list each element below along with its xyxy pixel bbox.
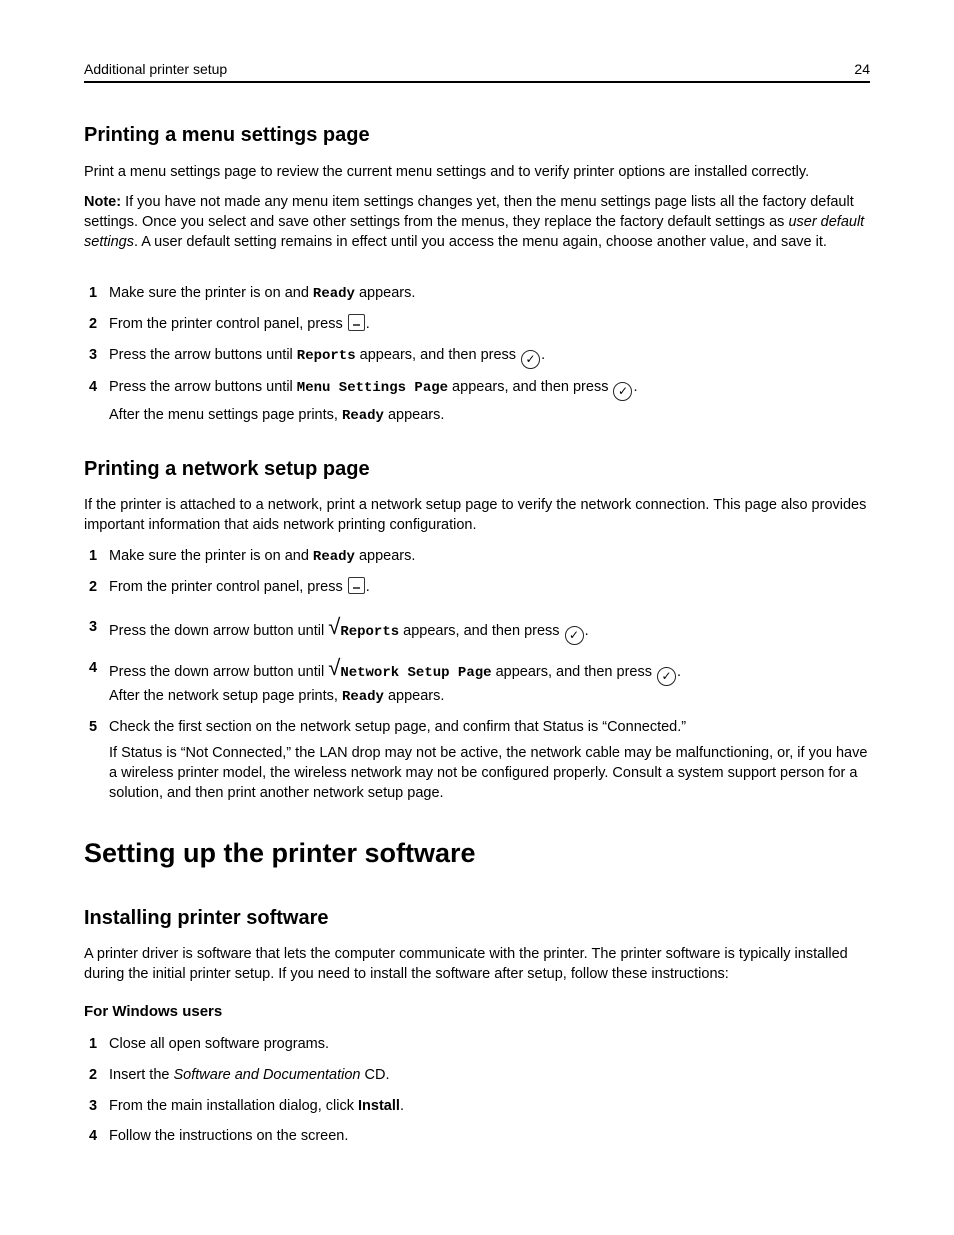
menu-button-icon (348, 314, 365, 331)
section-title-installing-software: Installing printer software (84, 907, 329, 929)
menu-settings-intro: Print a menu settings page to review the current menu settings and to verify printer options are installed correctly. (84, 164, 810, 180)
menu-button-icon (348, 577, 365, 594)
select-check-icon: ✓ (521, 350, 540, 369)
select-check-icon: ✓ (657, 667, 676, 686)
network-setup-after: After the network setup page prints, Ready appears. (109, 688, 445, 705)
windows-users-heading: For Windows users (84, 1003, 223, 1020)
installing-software-intro: A printer driver is software that lets the computer communicate with the printer. The printer software is typically installed during the initial printer setup. If you need to install the software after setup, follow these instructions: (84, 946, 848, 982)
network-setup-intro: If the printer is attached to a network, print a network setup page to verify the network connection. This page also provides important information that aids network printing configuration. (84, 497, 867, 533)
check-mark-icon: √ (328, 614, 341, 639)
note-label: Note: (84, 194, 122, 210)
menu-settings-after: After the menu settings page prints, Ready appears. (109, 407, 445, 424)
page-header (84, 59, 870, 83)
network-status-explanation: If Status is “Not Connected,” the LAN drop may not be active, the network cable may be malfunctioning, or, if you have a wireless printer model, the wireless network may not be configured properly. Consult a system support person for a solution, and then print another network setup page. (109, 745, 868, 801)
menu-settings-note: Note: If you have not made any menu item settings changes yet, then the menu settings page lists all the factory default settings. Once you select and save other settings from the menus, they replace the factory default settings as user default settings. A user default setting remains in effect until you access the menu again, choose another value, and save it. (84, 194, 865, 250)
header-section-title: Additional printer setup (84, 61, 228, 77)
chapter-title-printer-software: Setting up the printer software (84, 838, 476, 868)
check-mark-icon: √ (328, 655, 341, 680)
section-title-network-setup: Printing a network setup page (84, 458, 370, 480)
header-page-number: 24 (854, 61, 870, 77)
select-check-icon: ✓ (565, 626, 584, 645)
note-italic: user default settings (84, 214, 865, 250)
section-title-menu-settings: Printing a menu settings page (84, 124, 370, 146)
select-check-icon: ✓ (613, 382, 632, 401)
